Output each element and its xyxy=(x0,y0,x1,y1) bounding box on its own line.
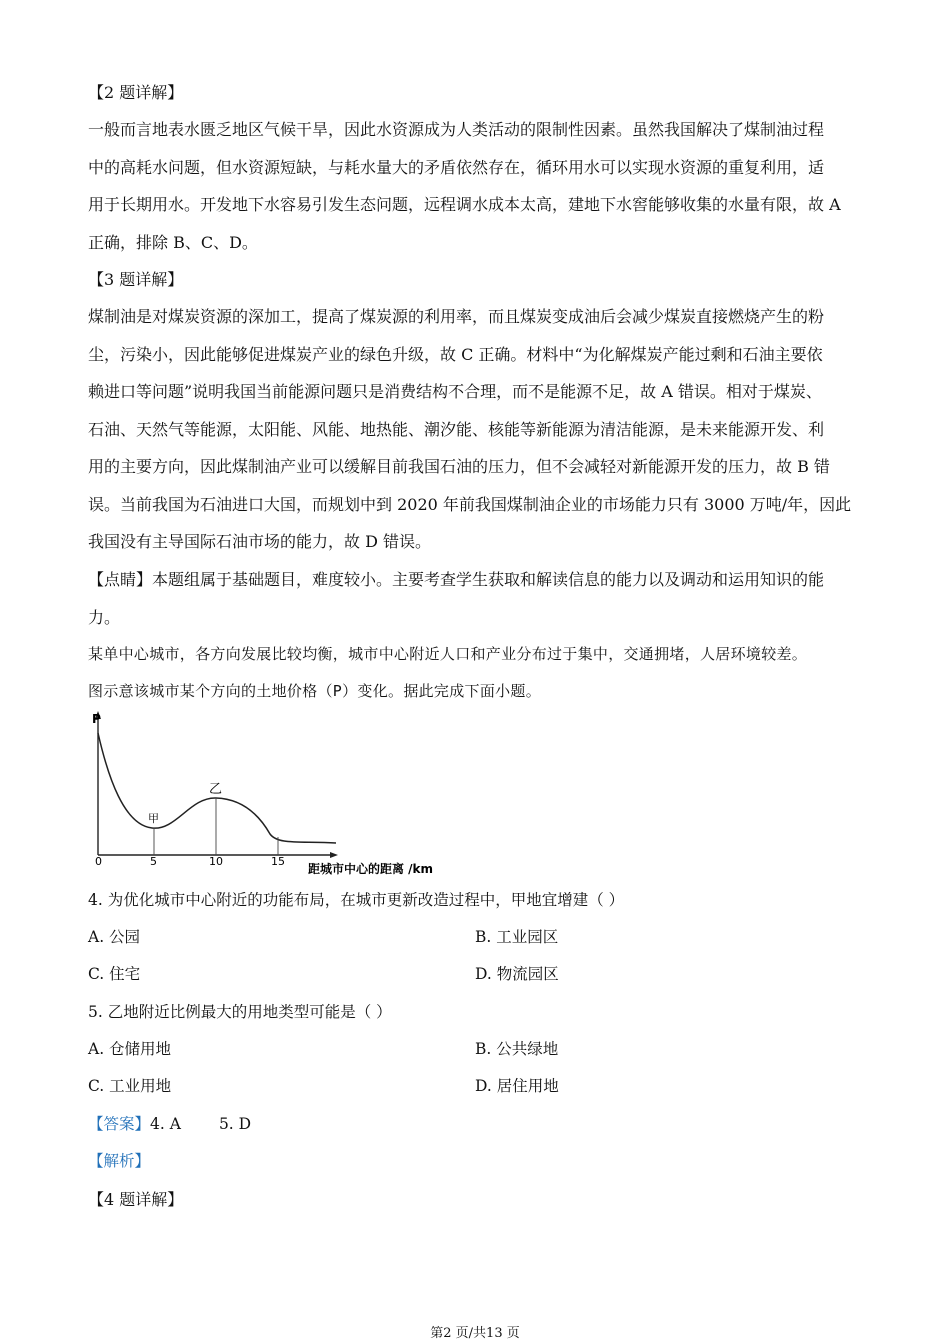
y-axis-label: P xyxy=(92,712,101,726)
section-4-heading: 【4 题详解】 xyxy=(88,1190,184,1209)
tick-label: 15 xyxy=(271,855,285,868)
text-line: 石油、天然气等能源，太阳能、风能、地热能、潮汐能、核能等新能源为清洁能源，是未来能源开发、利 xyxy=(88,419,825,439)
land-price-figure xyxy=(86,707,466,879)
page-footer: 第2 页/共13 页 xyxy=(430,1326,520,1341)
text-line: 图示意该城市某个方向的土地价格（P）变化。据此完成下面小题。 xyxy=(88,682,542,700)
q4-option-b: B. 工业园区 xyxy=(475,928,559,946)
q5-option-b: B. 公共绿地 xyxy=(475,1040,559,1058)
text-line: 赖进口等问题”说明我国当前能源问题只是消费结构不合理，而不是能源不足，故 A 错误。相对于煤炭、 xyxy=(88,382,822,401)
comment-text xyxy=(88,561,866,636)
point-jia-label: 甲 xyxy=(148,812,159,825)
question-intro xyxy=(88,636,878,710)
section-3-heading: 【3 题详解】 xyxy=(88,270,184,289)
tick-label: 10 xyxy=(209,855,223,868)
text-line: 尘，污染小，因此能够促进煤炭产业的绿色升级，故 C 正确。材料中“为化解煤炭产能过剩和石油主要依 xyxy=(88,344,823,364)
text-line: 某单中心城市，各方向发展比较均衡，城市中心附近人口和产业分布过于集中，交通拥堵，人居环境较差。 xyxy=(88,645,808,663)
q4-option-d: D. 物流园区 xyxy=(475,965,559,983)
section-2-heading: 【2 题详解】 xyxy=(88,83,184,102)
land-price-graph xyxy=(86,707,466,879)
question-5-stem: 5. 乙地附近比例最大的用地类型可能是（ ） xyxy=(88,1003,392,1021)
point-yi-label: 乙 xyxy=(209,782,223,797)
q5-option-d: D. 居住用地 xyxy=(475,1077,559,1095)
analysis-label: 【解析】 xyxy=(88,1152,151,1170)
q4-option-a: A. 公园 xyxy=(88,928,141,946)
text-line: 用于长期用水。开发地下水容易引发生态问题，远程调水成本太高，建地下水窖能够收集的水量有限，故 A xyxy=(88,195,841,214)
text-line: 用的主要方向，因此煤制油产业可以缓解目前我国石油的压力，但不会减轻对新能源开发的压力，故 B 错 xyxy=(88,457,830,476)
q5-option-c: C. 工业用地 xyxy=(88,1077,172,1095)
text-line: 煤制油是对煤炭资源的深加工，提高了煤炭源的利用率，而且煤炭变成油后会减少煤炭直接燃烧产生的粉 xyxy=(88,307,825,326)
text-line: 【点睛】本题组属于基础题目，难度较小。主要考查学生获取和解读信息的能力以及调动和运用知识的能 xyxy=(88,570,825,589)
q5-option-a: A. 仓储用地 xyxy=(88,1040,172,1058)
question-4-stem: 4. 为优化城市中心附近的功能布局，在城市更新改造过程中，甲地宜增建（ ） xyxy=(88,891,625,909)
q4-option-c: C. 住宅 xyxy=(88,965,141,983)
x-axis-label: 距城市中心的距离 /km xyxy=(308,862,434,876)
text-line: 中的高耗水问题，但水资源短缺，与耗水量大的矛盾依然存在，循环用水可以实现水资源的重复利用，适 xyxy=(88,157,825,177)
tick-label: 0 xyxy=(95,855,102,868)
answer-label: 【答案】 xyxy=(88,1115,151,1133)
tick-label: 5 xyxy=(150,855,157,868)
section-2-text xyxy=(88,111,866,261)
answer-value-4: 4. A xyxy=(150,1115,181,1133)
answer-value-5: 5. D xyxy=(218,1115,252,1133)
x-axis-arrow xyxy=(330,852,338,858)
text-line: 我国没有主导国际石油市场的能力，故 D 错误。 xyxy=(88,532,432,551)
text-line: 误。当前我国为石油进口大国，而规划中到 2020 年前我国煤制油企业的市场能力只有 3000 万吨/年，因此 xyxy=(88,494,852,514)
text-line: 力。 xyxy=(88,607,121,627)
text-line: 一般而言地表水匮乏地区气候干旱，因此水资源成为人类活动的限制性因素。虽然我国解决了煤制油过程 xyxy=(88,120,825,139)
text-line: 正确，排除 B、C、D。 xyxy=(88,232,258,252)
answer-line xyxy=(88,1106,251,1144)
section-3-text xyxy=(88,298,866,561)
